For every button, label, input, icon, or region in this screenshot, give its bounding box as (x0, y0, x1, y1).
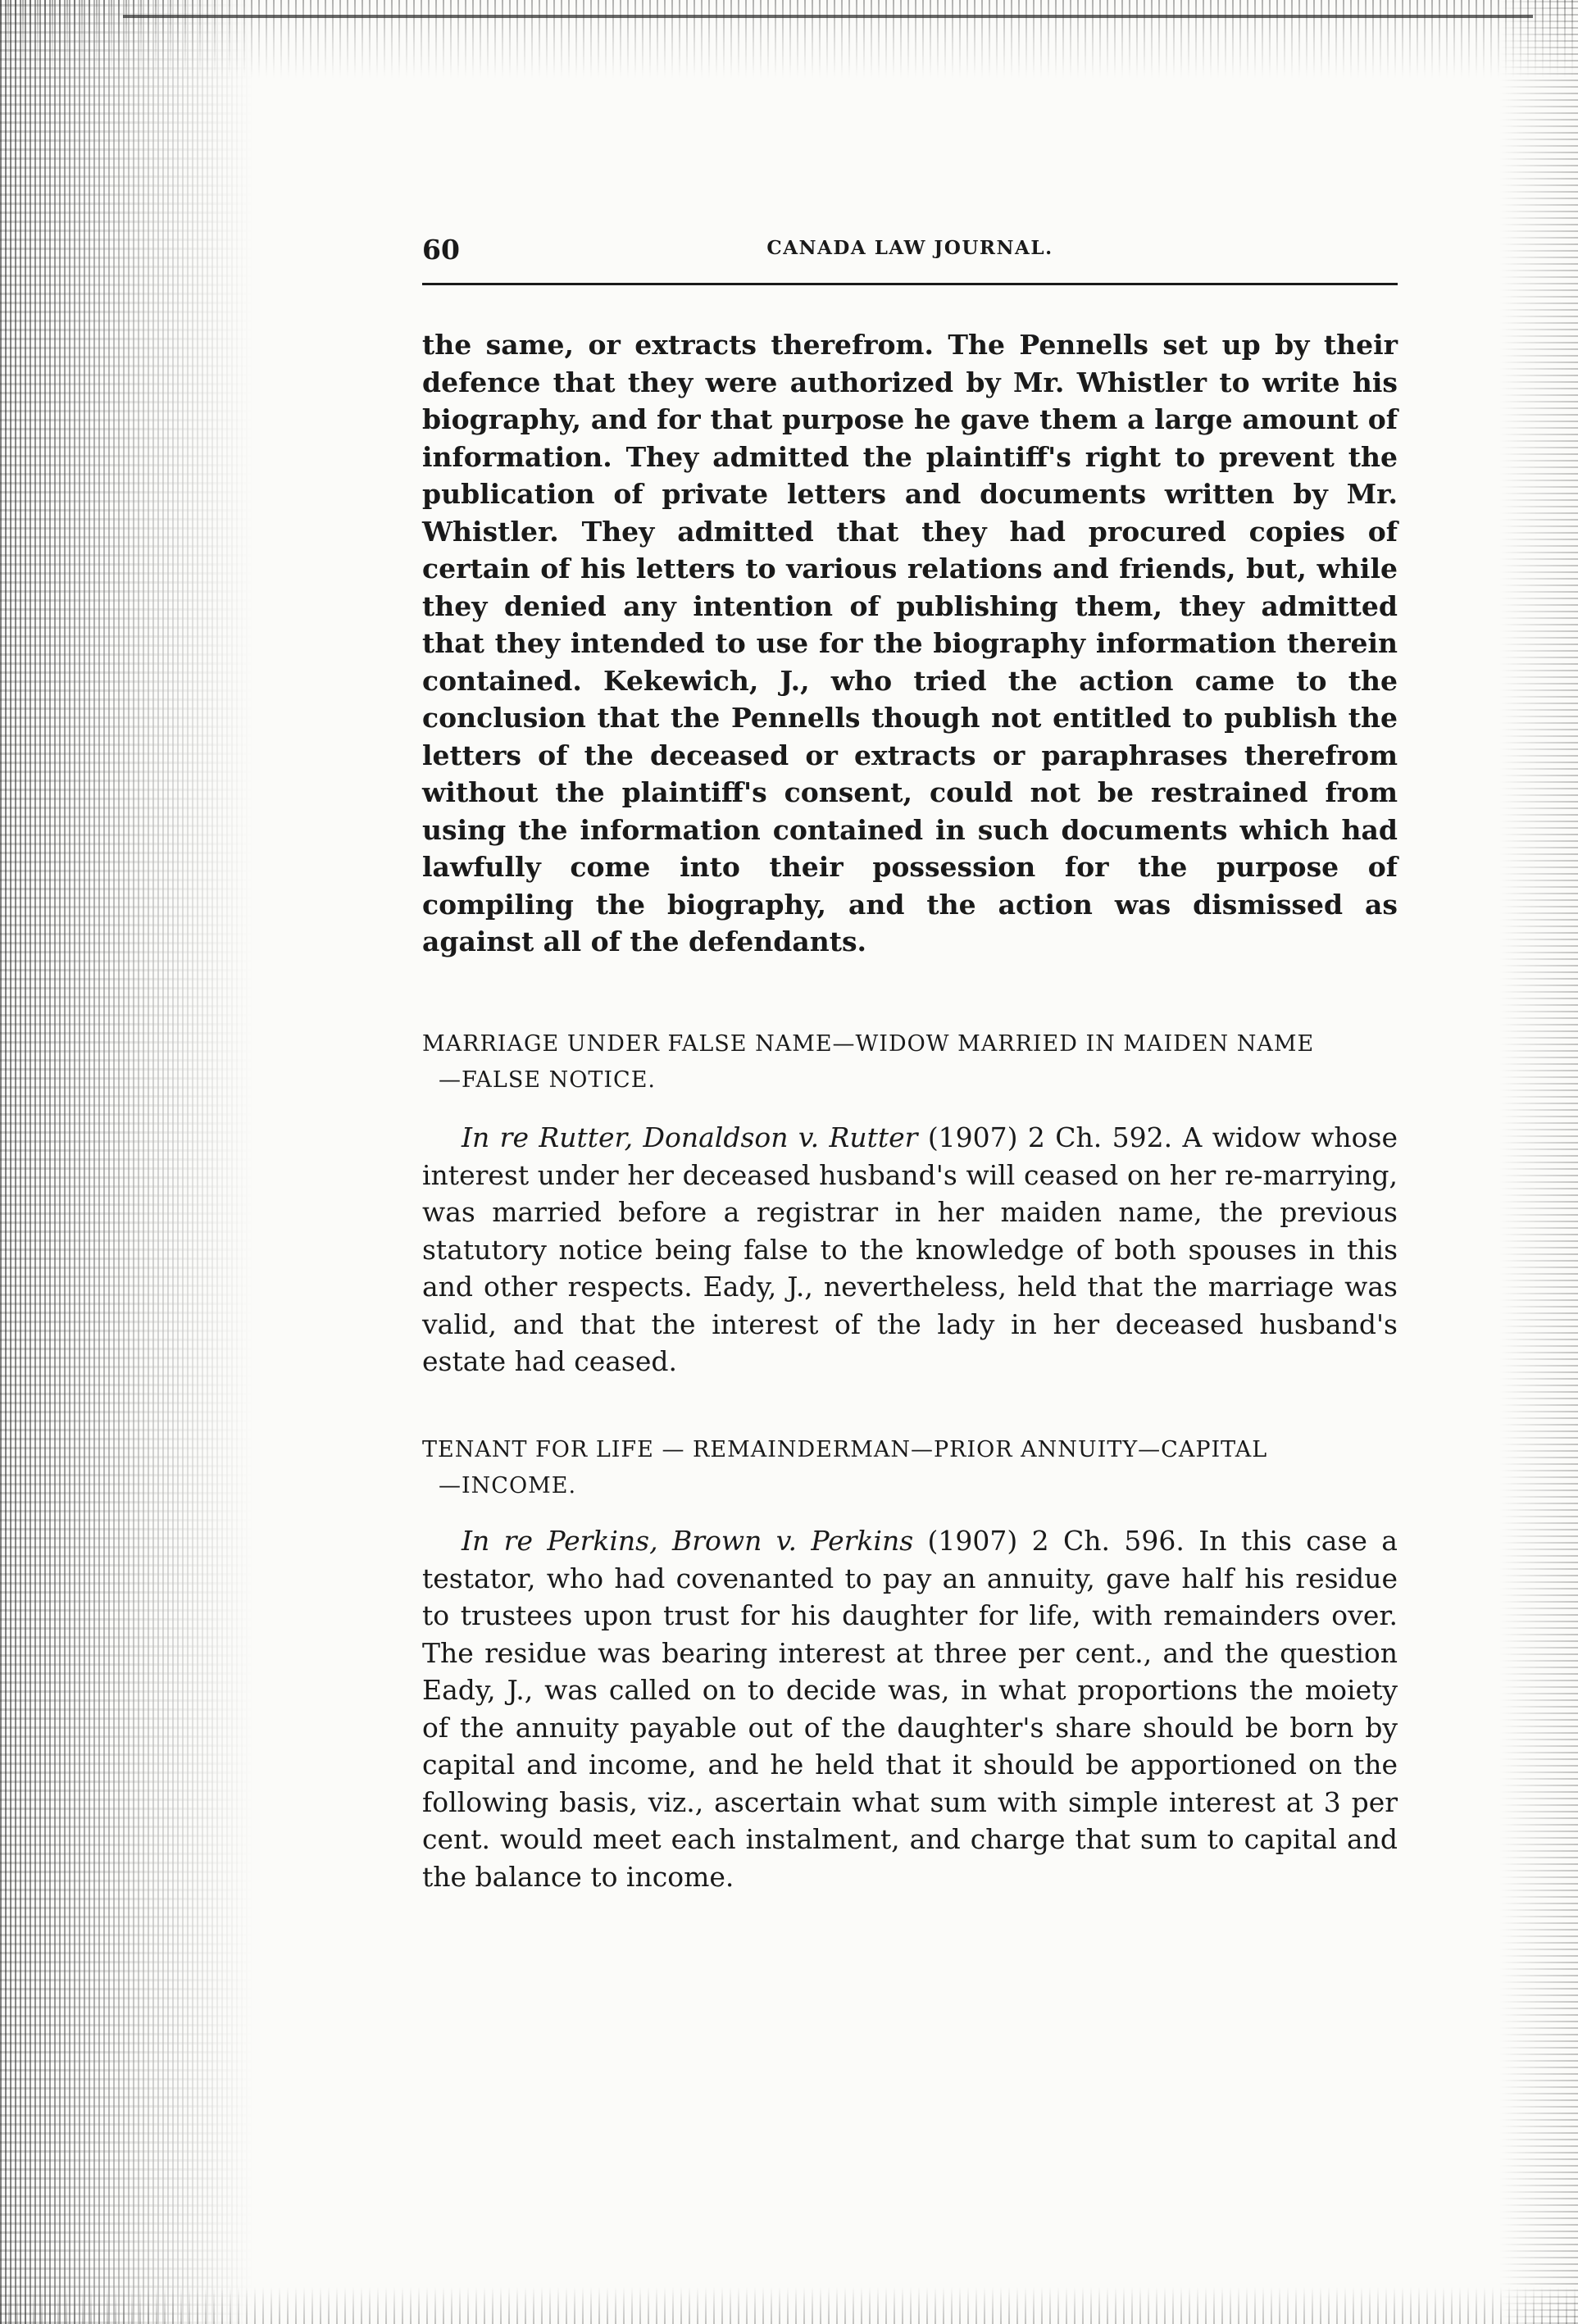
heading-title (422, 1026, 1398, 1098)
scan-edge-bottom (0, 2287, 1578, 2324)
running-header (422, 234, 1398, 266)
scan-frame-line (123, 15, 1533, 18)
heading-line: —INCOME. (439, 1473, 577, 1499)
body-paragraph (422, 1119, 1398, 1380)
case-citation: In re Rutter, Donaldson v. Rutter (462, 1121, 918, 1153)
continued-article (422, 326, 1398, 961)
header-rule (422, 283, 1398, 285)
case-note (422, 1522, 1398, 1895)
heading-line: —FALSE NOTICE. (439, 1067, 656, 1093)
section-heading (422, 1026, 1398, 1098)
scan-edge-right (1500, 0, 1578, 2324)
journal-title: CANADA LAW JOURNAL. (766, 237, 1053, 259)
page-number: 60 (422, 234, 460, 266)
case-text: (1907) 2 Ch. 592. A widow whose interest under her deceased husband's will ceased on her re-marrying, was married before a registrar in her maiden name, the previous statutory notice being false to the knowledge of both spouses in this and other respects. Eady, J., nevertheless, held that the marriage was valid, and that the interest of the lady in her deceased husband's estate had ceased. (422, 1121, 1398, 1377)
heading-line: MARRIAGE UNDER FALSE NAME—WIDOW MARRIED IN MAIDEN NAME (422, 1031, 1315, 1057)
case-note (422, 1119, 1398, 1380)
body-paragraph: the same, or extracts therefrom. The Pennells set up by their defence that they were authorized by Mr. Whistler to write his biography, and for that purpose he gave them a large amount of information. They admitted the plaintiff's right to prevent the publication of private letters and documents written by Mr. Whistler. They admitted that they had procured copies of certain of his letters to various relations and friends, but, while they denied any intention of publishing them, they admitted that they intended to use for the biography information therein contained. Kekewich, J., who tried the action came to the conclusion that the Pennells though not entitled to publish the letters of the deceased or extracts or paraphrases therefrom without the plaintiff's consent, could not be restrained from using the information contained in such documents which had lawfully come into their possession for the purpose of compiling the biography, and the action was dismissed as against all of the defendants. (422, 329, 1398, 957)
body-paragraph (422, 1522, 1398, 1895)
scan-edge-top (0, 0, 1578, 78)
section-heading (422, 1432, 1398, 1504)
heading-line: TENANT FOR LIFE — REMAINDERMAN—PRIOR ANNUITY—CAPITAL (422, 1437, 1268, 1462)
case-citation: In re Perkins, Brown v. Perkins (462, 1525, 914, 1557)
scan-edge-left (0, 0, 254, 2324)
heading-title (422, 1432, 1398, 1504)
case-text: (1907) 2 Ch. 596. In this case a testator, who had covenanted to pay an annuity, gave half his residue to trustees upon trust for his daughter for life, with remainders over. The residue was bearing interest at three per cent., and the question Eady, J., was called on to decide was, in what proportions the moiety of the annuity payable out of the daughter's share should be born by capital and income, and he held that it should be apportioned on the following basis, viz., ascertain what sum with simple interest at 3 per cent. would meet each instalment, and charge that sum to capital and the balance to income. (422, 1525, 1398, 1893)
